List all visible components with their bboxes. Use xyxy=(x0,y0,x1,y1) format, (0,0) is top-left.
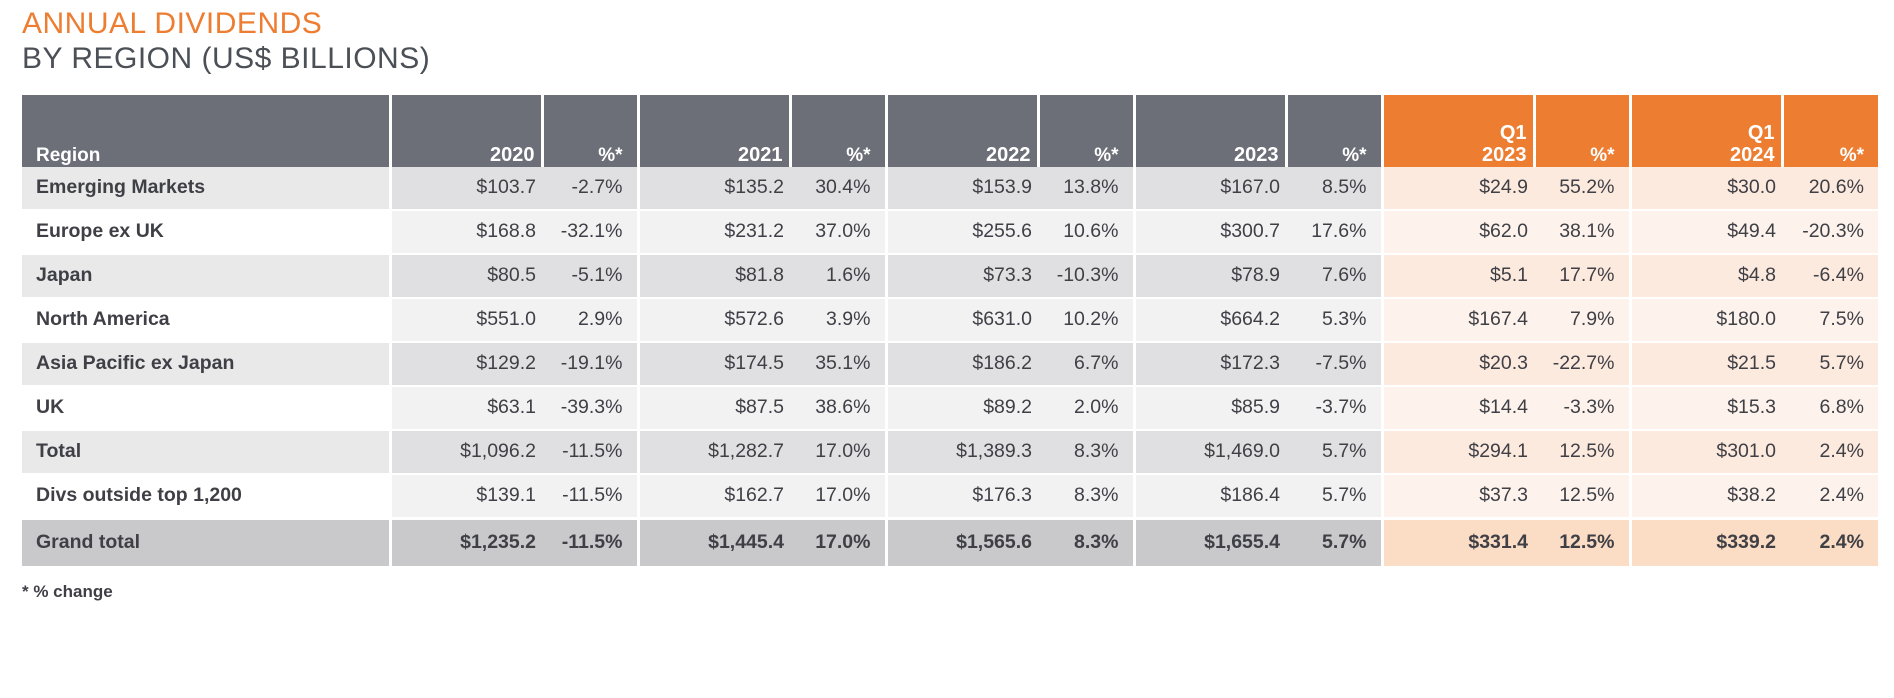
header-2020-value: 2020 xyxy=(390,95,542,167)
header-2021-pct: %* xyxy=(790,95,886,167)
cell-2022-pct: 10.6% xyxy=(1038,210,1134,254)
cell-2021-pct: 3.9% xyxy=(790,298,886,342)
cell-q1-2024-value: $4.8 xyxy=(1630,254,1782,298)
cell-q1-2023-pct: 55.2% xyxy=(1534,167,1630,210)
cell-2023-pct: 5.3% xyxy=(1286,298,1382,342)
cell-2023-pct: 8.5% xyxy=(1286,167,1382,210)
table-row-total xyxy=(22,430,1878,474)
header-q1-2024-line1: Q1 xyxy=(1747,122,1775,144)
cell-2023-pct: 7.6% xyxy=(1286,254,1382,298)
cell-2023-pct: 17.6% xyxy=(1286,210,1382,254)
row-label: North America xyxy=(22,298,390,342)
cell-2022-pct: 8.3% xyxy=(1038,474,1134,519)
cell-2023-pct: -3.7% xyxy=(1286,386,1382,430)
cell-q1-2023-value: $294.1 xyxy=(1382,430,1534,474)
cell-2023-value: $78.9 xyxy=(1134,254,1286,298)
cell-2020-pct: -11.5% xyxy=(542,430,638,474)
cell-2021-value: $135.2 xyxy=(638,167,790,210)
cell-2021-pct: 1.6% xyxy=(790,254,886,298)
cell-q1-2023-value: $5.1 xyxy=(1382,254,1534,298)
cell-2021-pct: 17.0% xyxy=(790,430,886,474)
cell-2023-value: $1,655.4 xyxy=(1134,518,1286,566)
header-2022-pct: %* xyxy=(1038,95,1134,167)
header-q1-2023-line1: Q1 xyxy=(1499,122,1527,144)
cell-2021-pct: 35.1% xyxy=(790,342,886,386)
footnote: * % change xyxy=(22,581,113,601)
cell-q1-2024-pct: 7.5% xyxy=(1782,298,1878,342)
cell-2020-pct: -32.1% xyxy=(542,210,638,254)
cell-2020-value: $139.1 xyxy=(390,474,542,519)
cell-q1-2023-pct: 12.5% xyxy=(1534,518,1630,566)
header-q1-2023-line2: 2023 xyxy=(1482,144,1527,167)
cell-q1-2023-pct: -3.3% xyxy=(1534,386,1630,430)
cell-q1-2024-pct: 2.4% xyxy=(1782,474,1878,519)
cell-q1-2024-pct: 2.4% xyxy=(1782,518,1878,566)
table-body xyxy=(22,167,1878,566)
cell-q1-2024-value: $21.5 xyxy=(1630,342,1782,386)
cell-2020-pct: -2.7% xyxy=(542,167,638,210)
cell-2021-pct: 17.0% xyxy=(790,474,886,519)
cell-2021-pct: 37.0% xyxy=(790,210,886,254)
table-row xyxy=(22,298,1878,342)
cell-q1-2024-value: $301.0 xyxy=(1630,430,1782,474)
cell-q1-2024-pct: 6.8% xyxy=(1782,386,1878,430)
cell-2021-value: $1,445.4 xyxy=(638,518,790,566)
cell-2020-pct: 2.9% xyxy=(542,298,638,342)
cell-2023-value: $85.9 xyxy=(1134,386,1286,430)
title-line-1: ANNUAL DIVIDENDS xyxy=(22,7,323,40)
row-label: Europe ex UK xyxy=(22,210,390,254)
cell-q1-2023-pct: 38.1% xyxy=(1534,210,1630,254)
row-label: Asia Pacific ex Japan xyxy=(22,342,390,386)
header-q1-2023-value xyxy=(1382,95,1534,167)
table-row xyxy=(22,342,1878,386)
cell-2022-value: $176.3 xyxy=(886,474,1038,519)
header-2020-pct: %* xyxy=(542,95,638,167)
cell-2021-value: $174.5 xyxy=(638,342,790,386)
cell-q1-2023-value: $14.4 xyxy=(1382,386,1534,430)
cell-2021-pct: 17.0% xyxy=(790,518,886,566)
header-2022-value: 2022 xyxy=(886,95,1038,167)
cell-2021-value: $81.8 xyxy=(638,254,790,298)
cell-q1-2024-pct: 5.7% xyxy=(1782,342,1878,386)
cell-2022-value: $89.2 xyxy=(886,386,1038,430)
cell-2021-pct: 38.6% xyxy=(790,386,886,430)
cell-q1-2024-value: $15.3 xyxy=(1630,386,1782,430)
cell-2020-value: $551.0 xyxy=(390,298,542,342)
table-container xyxy=(22,95,1872,566)
cell-2022-pct: 8.3% xyxy=(1038,430,1134,474)
table-row xyxy=(22,386,1878,430)
row-label: Total xyxy=(22,430,390,474)
cell-2022-pct: 2.0% xyxy=(1038,386,1134,430)
cell-2022-value: $186.2 xyxy=(886,342,1038,386)
header-row xyxy=(22,95,1878,167)
cell-2022-pct: 10.2% xyxy=(1038,298,1134,342)
header-2023-pct: %* xyxy=(1286,95,1382,167)
cell-q1-2023-value: $167.4 xyxy=(1382,298,1534,342)
cell-2022-value: $1,565.6 xyxy=(886,518,1038,566)
cell-2022-value: $73.3 xyxy=(886,254,1038,298)
cell-q1-2024-pct: 20.6% xyxy=(1782,167,1878,210)
cell-q1-2024-pct: -20.3% xyxy=(1782,210,1878,254)
cell-2022-pct: 8.3% xyxy=(1038,518,1134,566)
table-header xyxy=(22,95,1878,167)
cell-2023-value: $186.4 xyxy=(1134,474,1286,519)
cell-2021-value: $162.7 xyxy=(638,474,790,519)
table-row xyxy=(22,210,1878,254)
row-label: UK xyxy=(22,386,390,430)
cell-2022-value: $153.9 xyxy=(886,167,1038,210)
cell-q1-2024-value: $49.4 xyxy=(1630,210,1782,254)
cell-q1-2023-pct: 12.5% xyxy=(1534,430,1630,474)
header-q1-2023-pct: %* xyxy=(1534,95,1630,167)
cell-2023-value: $1,469.0 xyxy=(1134,430,1286,474)
cell-q1-2024-pct: 2.4% xyxy=(1782,430,1878,474)
cell-q1-2023-pct: -22.7% xyxy=(1534,342,1630,386)
row-label: Grand total xyxy=(22,518,390,566)
cell-2023-pct: 5.7% xyxy=(1286,430,1382,474)
row-label: Emerging Markets xyxy=(22,167,390,210)
cell-q1-2024-pct: -6.4% xyxy=(1782,254,1878,298)
row-label: Japan xyxy=(22,254,390,298)
header-q1-2024-value xyxy=(1630,95,1782,167)
cell-2020-pct: -19.1% xyxy=(542,342,638,386)
row-label: Divs outside top 1,200 xyxy=(22,474,390,519)
cell-2022-pct: 6.7% xyxy=(1038,342,1134,386)
header-q1-2024-line2: 2024 xyxy=(1730,144,1775,167)
cell-2023-value: $167.0 xyxy=(1134,167,1286,210)
cell-2023-value: $300.7 xyxy=(1134,210,1286,254)
cell-2021-value: $87.5 xyxy=(638,386,790,430)
cell-2020-value: $129.2 xyxy=(390,342,542,386)
cell-q1-2024-value: $30.0 xyxy=(1630,167,1782,210)
cell-2021-value: $1,282.7 xyxy=(638,430,790,474)
header-q1-2024-pct: %* xyxy=(1782,95,1878,167)
cell-2023-pct: -7.5% xyxy=(1286,342,1382,386)
table-row xyxy=(22,254,1878,298)
cell-q1-2024-value: $38.2 xyxy=(1630,474,1782,519)
cell-q1-2023-value: $20.3 xyxy=(1382,342,1534,386)
cell-q1-2023-value: $331.4 xyxy=(1382,518,1534,566)
cell-q1-2023-pct: 17.7% xyxy=(1534,254,1630,298)
cell-q1-2023-value: $24.9 xyxy=(1382,167,1534,210)
cell-2021-value: $231.2 xyxy=(638,210,790,254)
cell-2020-value: $63.1 xyxy=(390,386,542,430)
cell-2022-pct: -10.3% xyxy=(1038,254,1134,298)
header-region: Region xyxy=(22,95,390,167)
cell-2020-value: $168.8 xyxy=(390,210,542,254)
cell-2023-value: $172.3 xyxy=(1134,342,1286,386)
cell-2020-pct: -5.1% xyxy=(542,254,638,298)
cell-2020-value: $1,096.2 xyxy=(390,430,542,474)
cell-2023-pct: 5.7% xyxy=(1286,518,1382,566)
cell-2020-pct: -11.5% xyxy=(542,518,638,566)
table-row xyxy=(22,474,1878,519)
page-title xyxy=(0,0,1894,77)
cell-q1-2023-pct: 12.5% xyxy=(1534,474,1630,519)
cell-2020-value: $103.7 xyxy=(390,167,542,210)
cell-q1-2024-value: $339.2 xyxy=(1630,518,1782,566)
cell-q1-2023-value: $37.3 xyxy=(1382,474,1534,519)
cell-2023-value: $664.2 xyxy=(1134,298,1286,342)
cell-2022-pct: 13.8% xyxy=(1038,167,1134,210)
table-row xyxy=(22,167,1878,210)
cell-q1-2023-pct: 7.9% xyxy=(1534,298,1630,342)
cell-2022-value: $1,389.3 xyxy=(886,430,1038,474)
cell-2020-pct: -39.3% xyxy=(542,386,638,430)
cell-2021-pct: 30.4% xyxy=(790,167,886,210)
header-2021-value: 2021 xyxy=(638,95,790,167)
cell-q1-2024-value: $180.0 xyxy=(1630,298,1782,342)
cell-2020-value: $80.5 xyxy=(390,254,542,298)
annual-dividends-table xyxy=(22,95,1878,566)
cell-q1-2023-value: $62.0 xyxy=(1382,210,1534,254)
cell-2022-value: $631.0 xyxy=(886,298,1038,342)
title-line-2: BY REGION (US$ BILLIONS) xyxy=(22,42,431,76)
cell-2020-value: $1,235.2 xyxy=(390,518,542,566)
table-row-grand-total xyxy=(22,518,1878,566)
cell-2021-value: $572.6 xyxy=(638,298,790,342)
cell-2022-value: $255.6 xyxy=(886,210,1038,254)
cell-2023-pct: 5.7% xyxy=(1286,474,1382,519)
cell-2020-pct: -11.5% xyxy=(542,474,638,519)
header-2023-value: 2023 xyxy=(1134,95,1286,167)
